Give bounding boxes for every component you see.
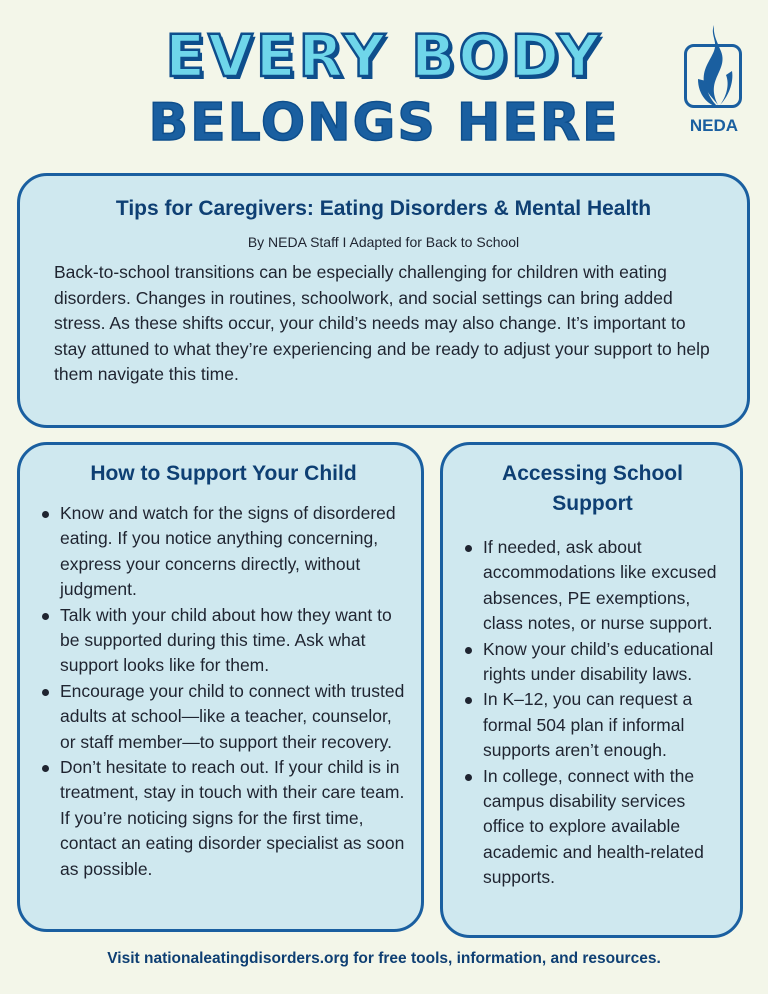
list-item: In K–12, you can request a formal 504 plan if informal supports aren’t enough.: [463, 687, 730, 763]
list-item: Encourage your child to connect with trusted adults at school—like a teacher, counselor, or staff member—to support their recovery.: [40, 679, 407, 755]
school-support-list: [463, 535, 730, 891]
headline-every-body: EVERY BODY: [165, 22, 603, 90]
list-item: Know and watch for the signs of disordered eating. If you notice anything concerning, express your concerns directly, without judgment.: [40, 501, 407, 603]
list-item: Talk with your child about how they want to be supported during this time. Ask what support looks like for them.: [40, 603, 407, 679]
list-item: Don’t hesitate to reach out. If your child is in treatment, stay in touch with their care team. If you’re noticing signs for the first time, contact an eating disorder specialist as soon as possible.: [40, 755, 407, 882]
intro-title: Tips for Caregivers: Eating Disorders & Mental Health: [115, 197, 652, 220]
intro-card: [17, 173, 750, 428]
neda-logo-text: NEDA: [689, 116, 739, 135]
footer-link-text[interactable]: Visit nationaleatingdisorders.org for free tools, information, and resources.: [107, 950, 661, 967]
list-item: If needed, ask about accommodations like excused absences, PE exemptions, class notes, or nurse support.: [463, 535, 730, 637]
headline-belongs-here: BELONGS HERE: [148, 93, 620, 153]
intro-body: Back-to-school transitions can be especially challenging for children with eating disorders. Changes in routines, schoolwork, and social settings can bring added stress. As these shifts occur, your child’s needs may also change. It’s important to stay attuned to what they’re experiencing and be ready to adjust your support to help them navigate this time.: [54, 262, 710, 384]
list-item: In college, connect with the campus disability services office to explore available academic and health-related supports.: [463, 764, 730, 891]
support-child-card: [17, 442, 424, 932]
intro-byline: By NEDA Staff I Adapted for Back to School: [247, 234, 520, 250]
school-support-card: [440, 442, 743, 938]
list-item: Know your child’s educational rights under disability laws.: [463, 637, 730, 688]
neda-logo-icon: [684, 44, 742, 108]
school-support-title: Accessing School Support: [502, 462, 683, 515]
support-child-list: [40, 501, 407, 882]
neda-logo[interactable]: [682, 22, 746, 138]
support-child-title: How to Support Your Child: [90, 462, 357, 485]
